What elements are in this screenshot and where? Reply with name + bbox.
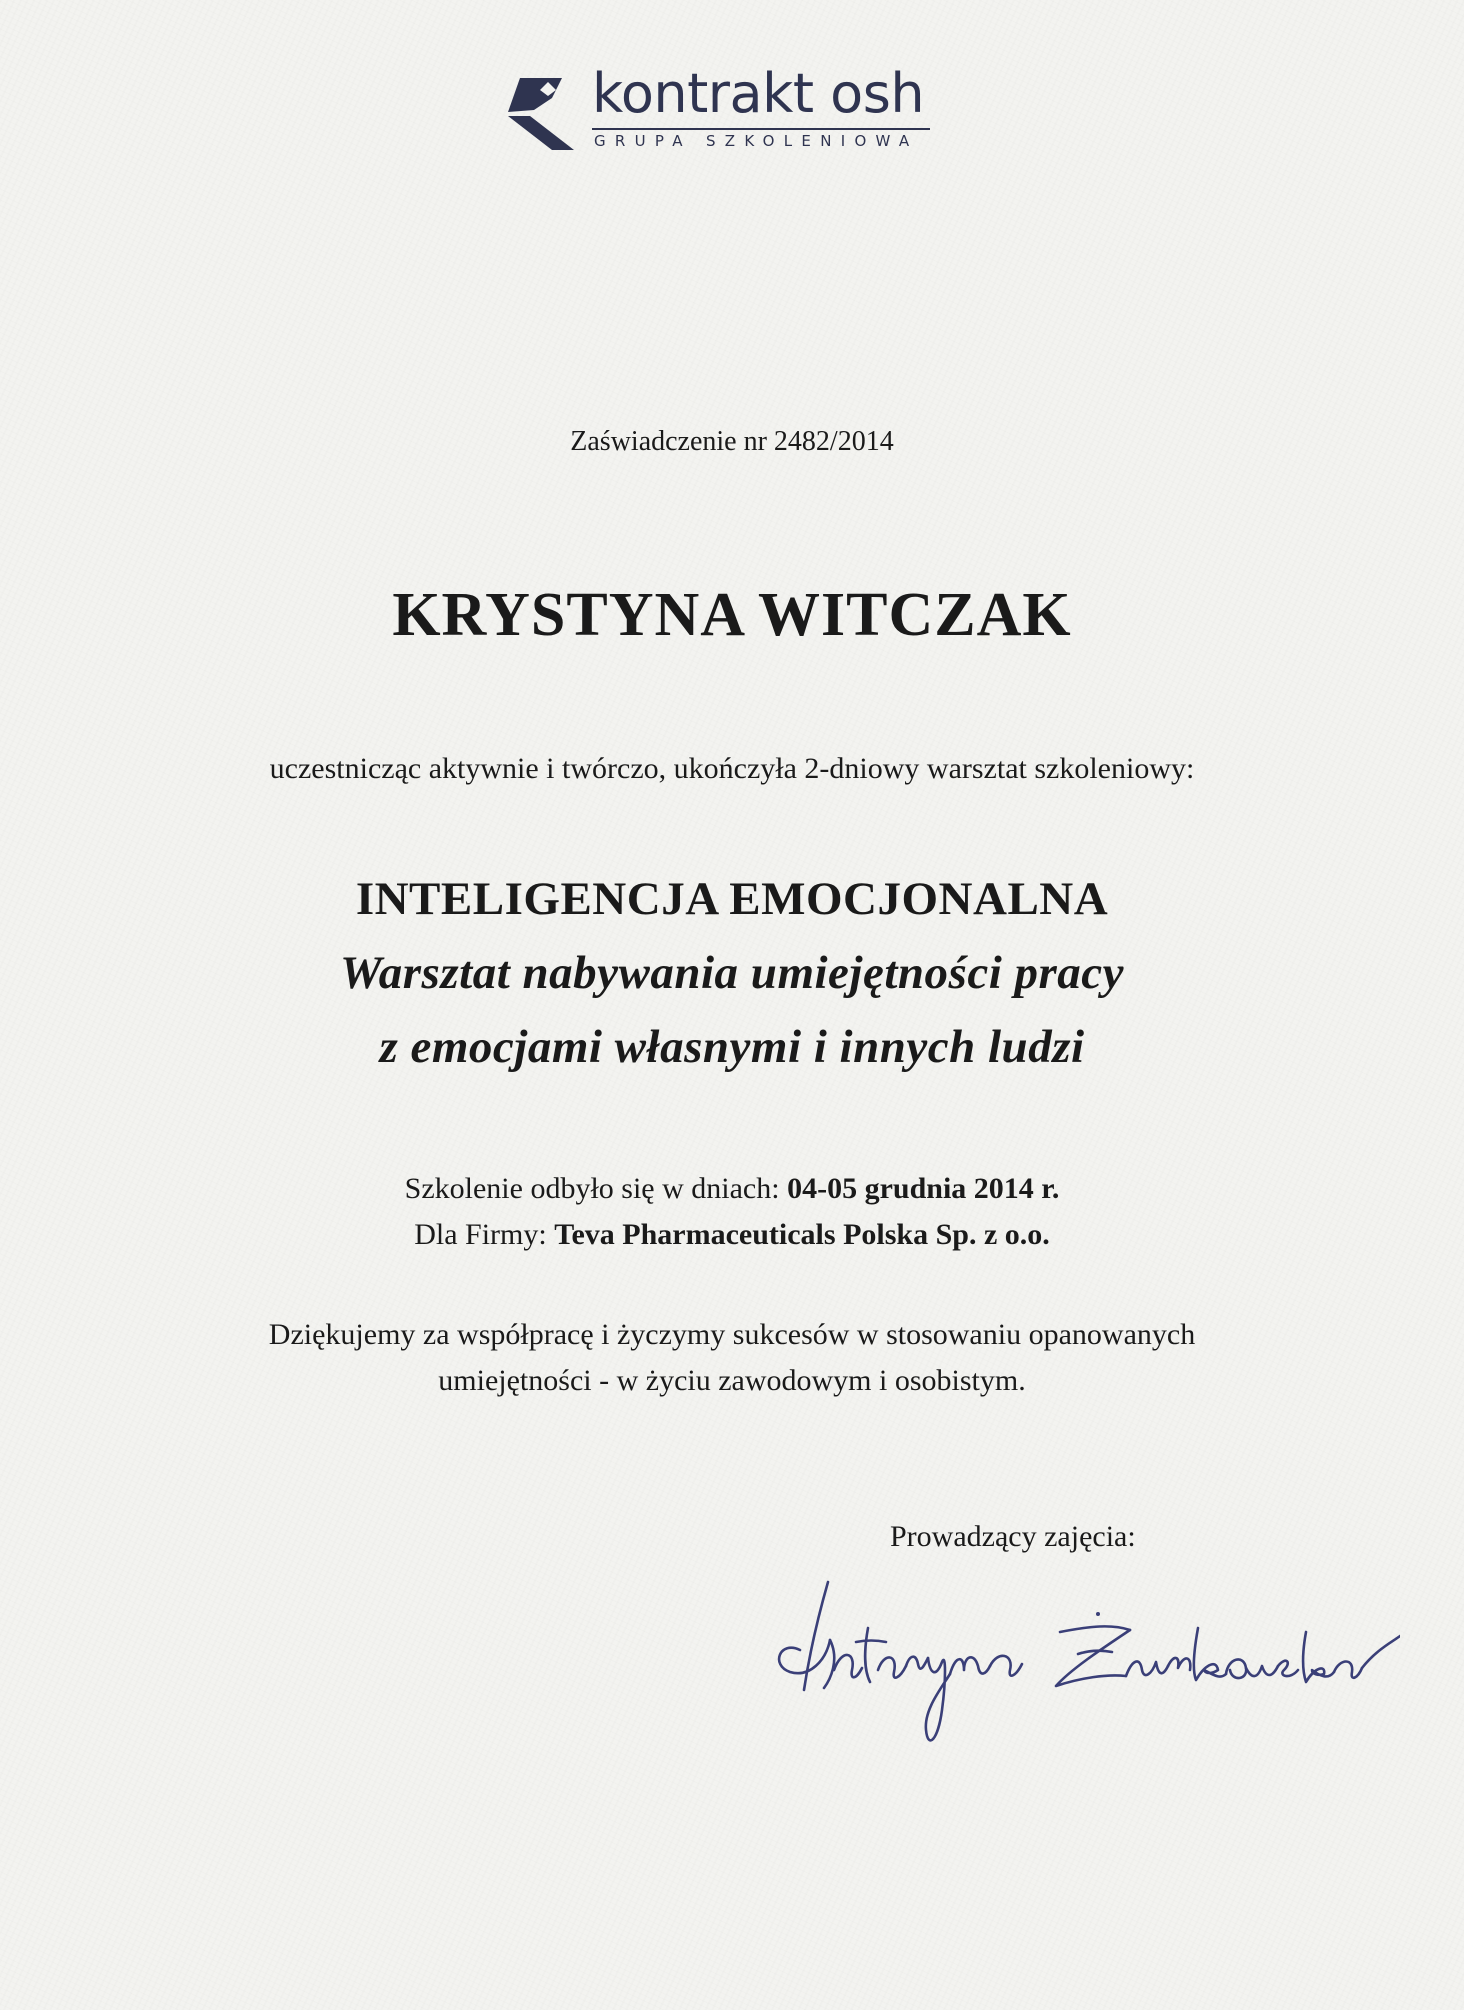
date-label: Szkolenie odbyło się w dniach: bbox=[404, 1172, 780, 1205]
logo-divider bbox=[592, 128, 930, 130]
logo-name: kontrakt osh bbox=[592, 62, 925, 125]
date-value: 04-05 grudnia 2014 r. bbox=[787, 1172, 1060, 1205]
certificate-number: Zaświadczenie nr 2482/2014 bbox=[570, 426, 894, 457]
thanks-line-1: Dziękujemy za współpracę i życzymy sukcesów w stosowaniu opanowanych bbox=[268, 1318, 1196, 1351]
company-label: Dla Firmy: bbox=[414, 1218, 547, 1251]
course-subtitle-line-1: Warsztat nabywania umiejętności pracy bbox=[339, 947, 1125, 999]
trainer-label: Prowadzący zajęcia: bbox=[890, 1520, 1136, 1553]
intro-text: uczestnicząc aktywnie i twórczo, ukończyła 2-dniowy warsztat szkoleniowy: bbox=[269, 752, 1195, 785]
company-value: Teva Pharmaceuticals Polska Sp. z o.o. bbox=[554, 1218, 1050, 1251]
thanks-line-2: umiejętności - w życiu zawodowym i osobistym. bbox=[438, 1364, 1026, 1397]
participant-name: KRYSTYNA WITCZAK bbox=[392, 581, 1072, 649]
company-line bbox=[0, 1218, 1464, 1252]
logo-subtitle: GRUPA SZKOLENIOWA bbox=[594, 132, 919, 150]
course-subtitle-line-2: z emocjami własnymi i innych ludzi bbox=[379, 1021, 1085, 1073]
logo-mark-icon bbox=[500, 72, 584, 152]
trainer-signature bbox=[760, 1570, 1400, 1760]
company-logo bbox=[500, 62, 940, 160]
training-date-line bbox=[0, 1172, 1464, 1206]
course-title: INTELIGENCJA EMOCJONALNA bbox=[355, 873, 1109, 925]
